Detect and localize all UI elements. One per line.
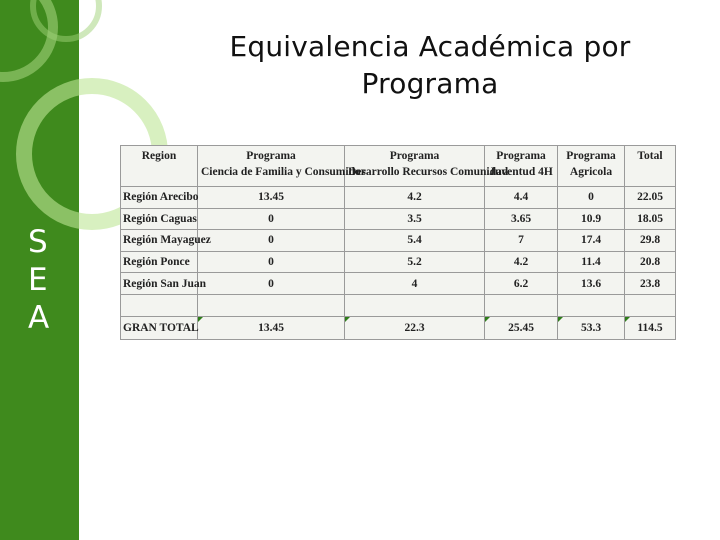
value-cell: 11.4	[558, 251, 625, 273]
table-blank-row	[121, 294, 676, 317]
total-cell: 29.8	[625, 230, 676, 252]
grand-total-label: GRAN TOTAL	[121, 317, 198, 340]
grand-total-cell: 25.45	[485, 317, 558, 340]
value-cell: 4.2	[485, 251, 558, 273]
table-header-row	[121, 146, 676, 187]
grand-total-cell: 114.5	[625, 317, 676, 340]
value-cell: 0	[198, 251, 345, 273]
table-row	[121, 187, 676, 209]
empty-cell	[345, 294, 485, 317]
slide-title-line: Equivalencia Académica por	[229, 30, 631, 63]
value-cell: 4	[345, 273, 485, 295]
value-cell: 5.4	[345, 230, 485, 252]
value-cell: 17.4	[558, 230, 625, 252]
side-letter: E	[28, 262, 48, 298]
slide-title	[190, 28, 670, 102]
value-cell: 3.5	[345, 208, 485, 230]
empty-cell	[625, 294, 676, 317]
region-cell: Región Caguas	[121, 208, 198, 230]
side-letter: S	[28, 224, 48, 260]
side-letter: A	[28, 300, 50, 336]
value-cell: 4.2	[345, 187, 485, 209]
value-cell: 13.6	[558, 273, 625, 295]
value-cell: 6.2	[485, 273, 558, 295]
table-row	[121, 251, 676, 273]
column-header: Programa Agricola	[558, 146, 625, 187]
column-header: Programa Desarrollo Recursos Comunidad	[345, 146, 485, 187]
value-cell: 10.9	[558, 208, 625, 230]
table-row	[121, 273, 676, 295]
value-cell: 0	[198, 230, 345, 252]
region-cell: Región Mayaguez	[121, 230, 198, 252]
total-cell: 18.05	[625, 208, 676, 230]
grand-total-cell: 22.3	[345, 317, 485, 340]
total-cell: 22.05	[625, 187, 676, 209]
value-cell: 0	[198, 273, 345, 295]
region-cell: Región Arecibo	[121, 187, 198, 209]
column-header: Region	[121, 146, 198, 187]
equivalence-table	[120, 145, 676, 340]
region-cell: Región Ponce	[121, 251, 198, 273]
value-cell: 13.45	[198, 187, 345, 209]
value-cell: 7	[485, 230, 558, 252]
grand-total-cell: 13.45	[198, 317, 345, 340]
value-cell: 0	[558, 187, 625, 209]
equivalence-table-image	[120, 145, 675, 340]
table-row	[121, 208, 676, 230]
region-cell: Región San Juan	[121, 273, 198, 295]
value-cell: 5.2	[345, 251, 485, 273]
total-cell: 23.8	[625, 273, 676, 295]
total-cell: 20.8	[625, 251, 676, 273]
slide-title-line: Programa	[361, 67, 499, 100]
table-row	[121, 230, 676, 252]
empty-cell	[558, 294, 625, 317]
side-accent-bar	[0, 0, 79, 540]
empty-cell	[198, 294, 345, 317]
column-header: Total	[625, 146, 676, 187]
value-cell: 4.4	[485, 187, 558, 209]
column-header: Programa Ciencia de Familia y Consumidor	[198, 146, 345, 187]
column-header: Programa Juventud 4H	[485, 146, 558, 187]
empty-cell	[485, 294, 558, 317]
empty-cell	[121, 294, 198, 317]
value-cell: 0	[198, 208, 345, 230]
side-vertical-text	[28, 223, 68, 337]
grand-total-row	[121, 317, 676, 340]
grand-total-cell: 53.3	[558, 317, 625, 340]
value-cell: 3.65	[485, 208, 558, 230]
